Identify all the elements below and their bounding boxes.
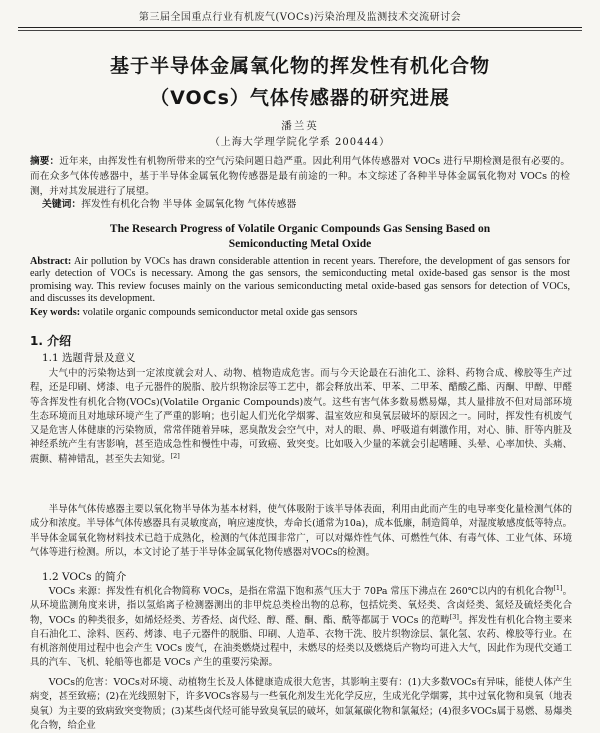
citation: [3] <box>449 612 459 621</box>
author-affiliation: （上海大学理学院化学系 200444） <box>209 137 391 148</box>
abstract-cn-text: 近年来，由挥发性有机物所带来的空气污染问题日趋严重。因此利用气体传感器对 VOCs 进行早期检测是很有必要的。而在众多气体传感器中，基于半导体金属氧化物传感器是最有前途的一种。本文综述了各种半导体金属氧化物对 VOCs 的检测，并对其发展进行了展望。 <box>30 156 570 197</box>
abstract-cn-label: 摘要： <box>30 156 60 167</box>
paragraph-text: 大气中的污染物达到一定浓度就会对人、动物、植物造成危害。而与今天论最在石油化工、涂料、药物合成、橡胶等生产过程，还是印刷、烤漆、电子元器件的脱脂、胶片织物涂层等工艺中，都会释放出苯、甲苯、二甲苯、醋酸乙酯、丙酮、甲醇、甲醛等含挥发性有机化合物(VOCs)(Volatile Organic Compounds)废气。这些有害气体多数易燃易爆，其人量排放不但对局部环境生态环境而且对地球环境产生了严重的影响；也引起人们光化学烟雾、温室效应和臭氧层破坏的原因之一。同时，挥发性有机废气又是危害人体健康的污染物质，常常伴随着异味，恶臭散发会空气中，对人的眼、鼻、呼吸道有刺激作用，对心、肺、肝等内脏及神经系统产生有害影响，甚至造成急性和慢性中毒，可致癌、致突变。比如吸入少量的苯就会引起嗜睡、头晕、心率加快、头痛、震颤、精神错乱，甚至失去知觉。 <box>30 368 572 465</box>
title-en-line1: The Research Progress of Volatile Organic Compounds Gas Sensing Based on <box>109 223 491 235</box>
paragraph-text: VOCs的危害：VOCs对环境、动植物生长及人体健康造成很大危害，其影响主要有：(1)大多数VOCs有异味，能使人体产生病变，甚至致癌；(2)在光线照射下，许多VOCs容易与一些氧化剂发生光化学反应，生成光化学烟雾，其中过氧化物和臭氧（地表臭氧）为主要的致病致突变物质；(3)某些卤代烃可能导致臭氧层的破坏，如氯氟碳化物和氯氟烃；(4)很多VOCs属于易燃、易爆类化合物，给企业 <box>30 677 572 731</box>
author-name: 潘兰英 <box>281 120 319 132</box>
header-rule-thin <box>18 30 582 31</box>
keywords-cn-text: 挥发性有机化合物 半导体 金属氧化物 气体传感器 <box>81 199 297 210</box>
section-heading-introduction: 1. 介绍 <box>30 334 72 348</box>
keywords-en-label: Key words: <box>30 307 81 318</box>
body-paragraph <box>30 676 572 733</box>
title-cn <box>20 50 580 114</box>
paragraph-text: 半导体气体传感器主要以氧化物半导体为基本材料，使气体吸附于该半导体表面，利用由此而产生的电导率变化量检测气体的成分和浓度。半导体气体传感器具有灵敏度高，响应速度快，寿命长(通常为10a)，成本低廉，制造简单，对湿度敏感度低等特点。半导体金属氧化物材料技术已趋于成熟化，检测的气体范围非常广，可以对爆炸性气体、可燃性气体、有毒气体、工业气体、环境气体等进行检测。所以，本文讨论了基于半导体金属氧化物传感器对VOCs的检测。 <box>30 504 572 558</box>
title-en-line2: Semiconducting Metal Oxide <box>228 238 372 250</box>
subsection-heading-background: 1.1 选题背景及意义 <box>42 352 136 364</box>
body-paragraph <box>30 585 572 671</box>
abstract-cn <box>30 154 570 199</box>
title-cn-line1: 基于半导体金属氧化物的挥发性有机化合物 <box>109 55 490 77</box>
title-cn-line2: （VOCs）气体传感器的研究进展 <box>150 87 450 109</box>
title-en <box>30 222 570 252</box>
citation: [1] <box>553 583 563 592</box>
keywords-en <box>30 306 570 319</box>
subsection-heading-vocs-intro: 1.2 VOCs 的简介 <box>42 571 127 583</box>
header-rule <box>18 27 582 28</box>
keywords-cn-label: 关键词： <box>42 199 82 210</box>
paragraph-text: 。从环境监测角度来讲，指以氢焰离子检测器测出的非甲烷总类检出物的总称，包括烷类、氧烃类、含卤烃类、氮烃及硫烃类化合物，VOCs 的种类很多，如烯烃烃类、芳香烃、卤代烃、醇、醛、酮、酯、酰等都属于 VOCs 的范畴 <box>30 586 572 626</box>
abstract-en-label: Abstract: <box>30 256 72 267</box>
abstract-en-text: Air pollution by VOCs has drawn considerable attention in recent years. Therefore, the development of gas sensors for early detection of VOCs is necessary. Among the gas sensors, the semiconducting metal oxide-based gas sensor is the most promising way. This review focuses mainly on the various semiconducting metal oxide-based gas sensors for detection of VOCs, and discusses its development. <box>30 256 571 305</box>
paragraph-text: VOCs 来源：挥发性有机化合物简称 VOCs，是指在常温下饱和蒸气压大于 70Pa 常压下沸点在 260℃以内的有机化合物 <box>48 586 554 597</box>
keywords-cn <box>42 198 570 212</box>
body-paragraph <box>30 367 572 467</box>
citation: [2] <box>170 451 180 460</box>
body-paragraph <box>30 503 572 560</box>
paragraph-text: 。挥发性有机化合物主要来自石油化工、涂料、医药、烤漆、电子元器件的脱脂、印刷、人造革、衣物干洗、胶片织物涂层、氯化氢、农药、橡胶等行业。在有机溶剂使用过程中也会产生 VOCs 废气，在油类燃烧过程中，未燃尽的烃类以及燃烧后产物均可进入大气，因此作为现代交通工具的汽车、飞机、轮船等也都是 VOCs 产生的重要污染源。 <box>30 614 572 669</box>
abstract-en <box>30 256 570 306</box>
running-header: 第三届全国重点行业有机废气(VOCs)污染治理及监测技术交流研讨会 <box>138 12 462 23</box>
keywords-en-text: volatile organic compounds semiconductor metal oxide gas sensors <box>82 307 358 318</box>
